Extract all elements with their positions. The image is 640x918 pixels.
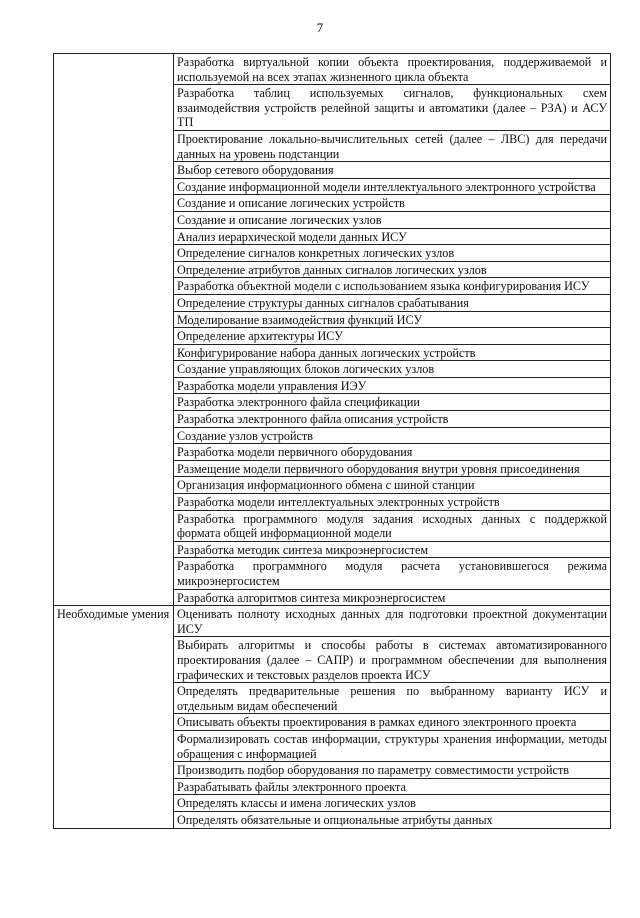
table-cell-item: Разработка электронного файла описания устройств xyxy=(174,411,611,428)
table-body xyxy=(54,54,611,829)
table-row xyxy=(54,54,611,85)
table-cell-item: Проектирование локально-вычислительных сетей (далее – ЛВС) для передачи данных на уровень подстанции xyxy=(174,130,611,161)
table-cell-item: Определять предварительные решения по выбранному варианту ИСУ и отдельным видам обеспечений xyxy=(174,683,611,714)
table-cell-item: Определять обязательные и опциональные атрибуты данных xyxy=(174,811,611,828)
table-cell-item: Анализ иерархической модели данных ИСУ xyxy=(174,228,611,245)
table-cell-item: Описывать объекты проектирования в рамках единого электронного проекта xyxy=(174,714,611,731)
table-cell-item: Создание и описание логических узлов xyxy=(174,211,611,228)
table-cell-item: Разработка объектной модели с использованием языка конфигурирования ИСУ xyxy=(174,278,611,295)
table-cell-item: Выбор сетевого оборудования xyxy=(174,162,611,179)
table-cell-item: Создание и описание логических устройств xyxy=(174,195,611,212)
table-cell-item: Формализировать состав информации, структуры хранения информации, методы обращения с информацией xyxy=(174,730,611,761)
table-cell-item: Разрабатывать файлы электронного проекта xyxy=(174,778,611,795)
table-cell-item: Определение атрибутов данных сигналов логических узлов xyxy=(174,261,611,278)
table-cell-item: Организация информационного обмена с шиной станции xyxy=(174,477,611,494)
table-cell-item: Разработка программного модуля расчета установившегося режима микроэнергосистем xyxy=(174,558,611,589)
table-cell-item: Разработка модели интеллектуальных электронных устройств xyxy=(174,494,611,511)
table-cell-item: Разработка модели управления ИЭУ xyxy=(174,377,611,394)
table-cell-item: Создание узлов устройств xyxy=(174,427,611,444)
table-cell-item: Разработка электронного файла спецификации xyxy=(174,394,611,411)
table-cell-item: Разработка программного модуля задания исходных данных с поддержкой формата общей информационной модели xyxy=(174,510,611,541)
table-cell-item: Разработка модели первичного оборудования xyxy=(174,444,611,461)
table-cell-item: Разработка виртуальной копии объекта проектирования, поддерживаемой и используемой на всех этапах жизненного цикла объекта xyxy=(174,54,611,85)
table-cell-item: Разработка алгоритмов синтеза микроэнергосистем xyxy=(174,589,611,606)
table-cell-item: Оценивать полноту исходных данных для подготовки проектной документации ИСУ xyxy=(174,606,611,637)
table-cell-item: Определение сигналов конкретных логических узлов xyxy=(174,245,611,262)
section-label: Необходимые умения xyxy=(54,606,174,828)
table-cell-item: Создание управляющих блоков логических узлов xyxy=(174,361,611,378)
table-cell-item: Определение структуры данных сигналов срабатывания xyxy=(174,294,611,311)
table-cell-item: Выбирать алгоритмы и способы работы в системах автоматизированного проектирования (далее – САПР) и программном обеспечении для выполнения графических и текстовых разделов проекта ИСУ xyxy=(174,637,611,683)
table-cell-item: Моделирование взаимодействия функций ИСУ xyxy=(174,311,611,328)
table-cell-item: Производить подбор оборудования по параметру совместимости устройств xyxy=(174,762,611,779)
table-cell-item: Определение архитектуры ИСУ xyxy=(174,328,611,345)
table-row xyxy=(54,606,611,637)
table-cell-item: Размещение модели первичного оборудования внутри уровня присоединения xyxy=(174,460,611,477)
table-cell-item: Создание информационной модели интеллектуального электронного устройства xyxy=(174,178,611,195)
table-cell-item: Разработка методик синтеза микроэнергосистем xyxy=(174,541,611,558)
table-cell-item: Конфигурирование набора данных логических устройств xyxy=(174,344,611,361)
page-number: 7 xyxy=(316,20,324,35)
table-cell-item: Определять классы и имена логических узлов xyxy=(174,795,611,812)
competency-table xyxy=(53,53,611,829)
section-label xyxy=(54,54,174,606)
table-cell-item: Разработка таблиц используемых сигналов, функциональных схем взаимодействия устройств релейной защиты и автоматики (далее – РЗА) и АСУ ТП xyxy=(174,85,611,131)
